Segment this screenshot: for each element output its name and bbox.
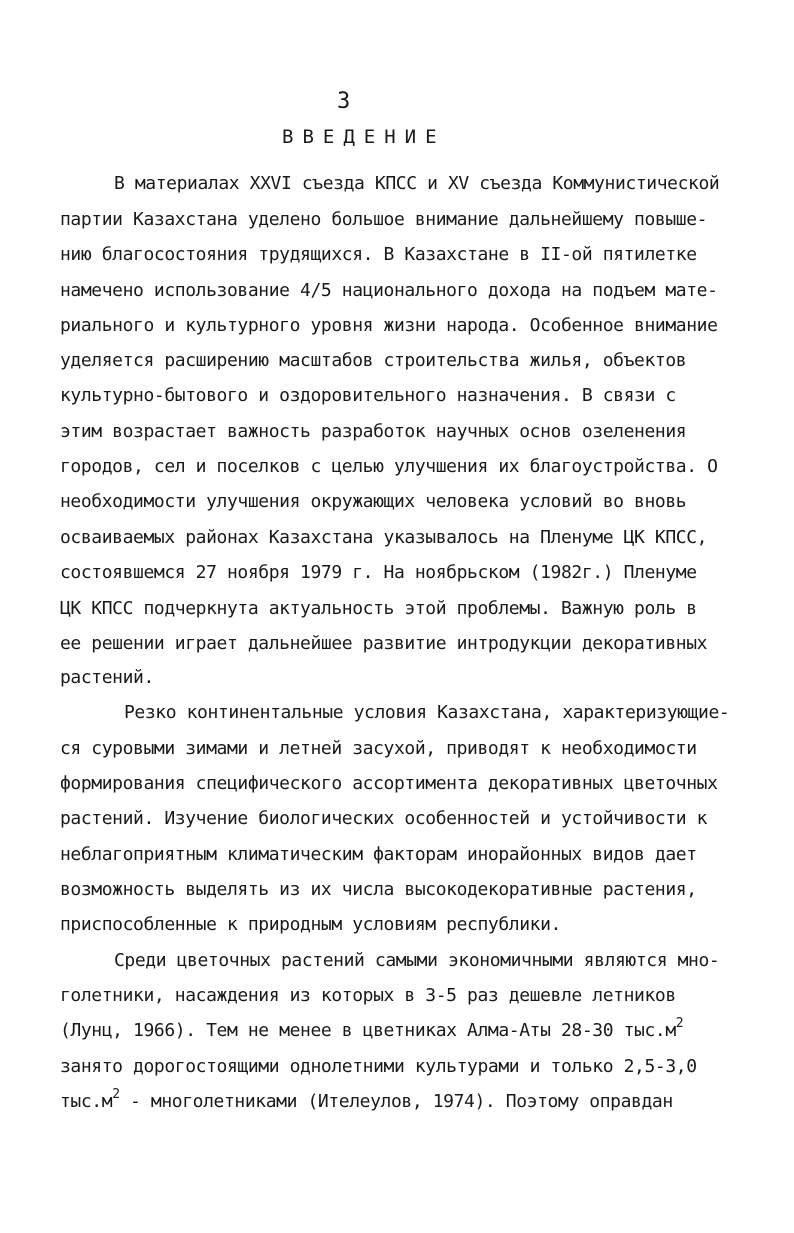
text-fragment: тыс.м [60, 1091, 113, 1112]
text-line: приспособленные к природным условиям республики. [60, 914, 561, 935]
text-line: растений. Изучение биологических особенностей и устойчивости к [60, 808, 708, 829]
text-line: партии Казахстана уделено большое внимание дальнейшему повыше- [60, 209, 708, 230]
page-number: 3 [337, 89, 351, 114]
text-line: городов, сел и поселков с целью улучшения их благоустройства. О [60, 456, 718, 477]
text-line: риального и культурного уровня жизни народа. Особенное внимание [60, 315, 718, 336]
text-line: возможность выделять из их числа высокодекоративные растения, [60, 879, 697, 900]
text-line [60, 1087, 673, 1114]
text-line: ее решении играет дальнейшее развитие интродукции декоративных [60, 633, 708, 654]
text-line [60, 1016, 684, 1043]
text-line: голетники, насаждения из которых в 3-5 раз дешевле летников [60, 985, 676, 1006]
text-line: намечено использование 4/5 национального дохода на подъем мате- [60, 280, 718, 301]
text-line: Среди цветочных растений самыми экономичными являются мно- [114, 950, 720, 971]
text-fragment: - многолетниками (Ителеулов, 1974). Поэтому оправдан [119, 1091, 673, 1112]
text-line: Резко континентальные условия Казахстана, характеризующие- [124, 702, 730, 723]
superscript: 2 [675, 1016, 684, 1031]
text-line: этим возрастает важность разработок научных основ озеленения [60, 421, 687, 442]
text-line: неблагоприятным климатическим факторам инорайонных видов дает [60, 844, 697, 865]
text-line: занято дорогостоящими однолетними культурами и только 2,5-3,0 [60, 1056, 697, 1077]
text-line: необходимости улучшения окружающих человека условий во вновь [60, 491, 687, 512]
text-fragment: (Лунц, 1966). Тем не менее в цветниках Алма-Аты 28-30 тыс.м [60, 1020, 676, 1041]
text-line: нию благосостояния трудящихся. В Казахстане в II-ой пятилетке [60, 244, 697, 265]
superscript: 2 [112, 1087, 120, 1102]
text-line: уделяется расширению масштабов строительства жилья, объектов [60, 350, 687, 371]
text-line: ся суровыми зимами и летней засухой, приводят к необходимости [60, 738, 697, 759]
text-line: осваиваемых районах Казахстана указывалось на Пленуме ЦК КПСС, [60, 527, 708, 548]
text-line: состоявшемся 27 ноября 1979 г. На ноябрьском (1982г.) Пленуме [60, 562, 697, 583]
text-line: культурно-бытового и оздоровительного назначения. В связи с [60, 385, 676, 406]
text-line: растений. [60, 667, 154, 688]
section-title: ВВЕДЕНИЕ [282, 126, 446, 148]
text-line: формирования специфического ассортимента декоративных цветочных [60, 773, 718, 794]
text-line: В материалах XXVI съезда КПСС и XV съезда Коммунистической [114, 173, 720, 194]
text-line: ЦК КПСС подчеркнута актуальность этой проблемы. Важную роль в [60, 598, 697, 619]
